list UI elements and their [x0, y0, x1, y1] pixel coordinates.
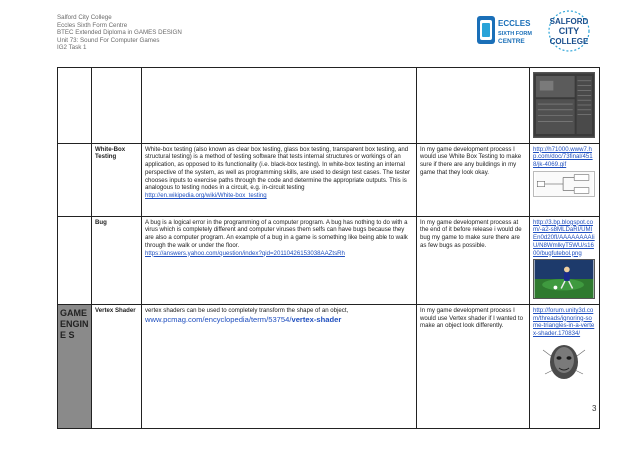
testing-diagram-image	[533, 171, 595, 197]
eccles-logo-line2: SIXTH FORM	[498, 31, 532, 37]
eccles-logo	[476, 12, 532, 50]
section-cell	[58, 68, 92, 144]
section-cell: GAME ENGINE S	[58, 304, 92, 428]
term-cell	[92, 68, 142, 144]
source-link[interactable]: http://forum.unity3d.com/threads/ignoring-some-triangles-in-a-vertex-shader.170834/	[533, 306, 595, 338]
table-row	[58, 143, 600, 216]
definition-text: A bug is a logical error in the programming of a computer program. A bug has nothing to do with a virus which is completely different and computer viruses them selfs can have bugs because they are also a computer program. An example of a bug in a game is something like being able to walk through the walk or under the floor.	[145, 218, 408, 249]
source-link[interactable]: http://3.bp.blogspot.com/-a2-s8MLDaRI/UMIEn0d20fI/AAAAAAAAIiU/N8WmlkyT5WU/s1600/bugfutebol.png	[533, 218, 595, 257]
definition-text: vertex shaders can be used to completely transform the shape of an object,	[145, 306, 349, 314]
salford-logo-line1: SALFORD	[549, 17, 589, 26]
definition-text: White-box testing (also known as clear box testing, glass box testing, transparent box testing, and structural testing) is a method of testing software that tests internal structures or workings of an application, as opposed to its functionality (i.e. black-box testing). In white-box testing an internal perspective of the system, as well as programming skills, are used to design test cases. The tester chooses inputs to exercise paths through the code and determine the appropriate outputs. This is analogous to testing nodes in a circuit, e.g. in-circuit testing	[145, 145, 411, 192]
definition-cell	[142, 68, 417, 144]
definition-link[interactable]: https://answers.yahoo.com/question/index?qid=20110426153038AAZtsRh	[145, 249, 345, 257]
definition-cell	[142, 304, 417, 428]
football-game-bug-image	[533, 259, 595, 299]
game-engine-screenshot-image	[533, 72, 595, 138]
use-cell: In my game development process I would use White Box Testing to make sure if there are any buildings in my game that they look okay.	[417, 143, 530, 216]
eccles-logo-line3: CENTRE	[498, 38, 525, 45]
table-row	[58, 68, 600, 144]
table-row	[58, 304, 600, 428]
term-cell	[92, 143, 142, 216]
term-cell	[92, 304, 142, 428]
source-cell	[530, 143, 600, 216]
salford-logo-line2: CITY	[558, 26, 580, 36]
definition-cell	[142, 216, 417, 304]
page-number: 3	[592, 404, 597, 413]
salford-logo-line3: COLLEGE	[549, 37, 589, 46]
header-line: Eccles Sixth Form Centre	[57, 21, 128, 29]
header-line: IG2 Task 1	[57, 44, 87, 52]
source-cell	[530, 68, 600, 144]
term-label: Vertex Shader	[95, 306, 136, 314]
definition-link-bold: vertex-shader	[291, 314, 342, 324]
header-line: Salford City College	[57, 14, 112, 21]
section-cell	[58, 216, 92, 304]
document-header	[57, 14, 182, 52]
header-line: Unit 73: Sound For Computer Games	[57, 36, 160, 44]
term-label: Bug	[95, 218, 107, 226]
table-row	[58, 216, 600, 304]
glossary-table	[57, 67, 600, 429]
definition-cell	[142, 143, 417, 216]
term-label: White-Box Testing	[95, 145, 126, 161]
source-link[interactable]: http://h71000.www7.hp.com/doc/73final/4518/jk-4069.gif	[533, 145, 593, 169]
source-cell	[530, 216, 600, 304]
term-cell	[92, 216, 142, 304]
use-cell: In my game development process I would use Vertex shader if I wanted to make an object look differently.	[417, 304, 530, 428]
definition-link[interactable]: http://en.wikipedia.org/wiki/White-box_testing	[145, 191, 267, 199]
salford-college-logo	[538, 8, 600, 54]
definition-link-base: www.pcmag.com/encyclopedia/term/53754/	[145, 314, 292, 324]
header-line: BTEC Extended Diploma in GAMES DESIGN	[57, 29, 182, 37]
definition-link[interactable]	[145, 315, 341, 324]
eccles-logo-line1: ECCLES	[498, 19, 531, 28]
vertex-shader-head-image	[533, 340, 595, 388]
section-cell	[58, 143, 92, 216]
use-cell: In my game development process at the end of it before release i would de bug my game to make sure there are as few bugs as possible.	[417, 216, 530, 304]
use-cell	[417, 68, 530, 144]
source-cell	[530, 304, 600, 428]
